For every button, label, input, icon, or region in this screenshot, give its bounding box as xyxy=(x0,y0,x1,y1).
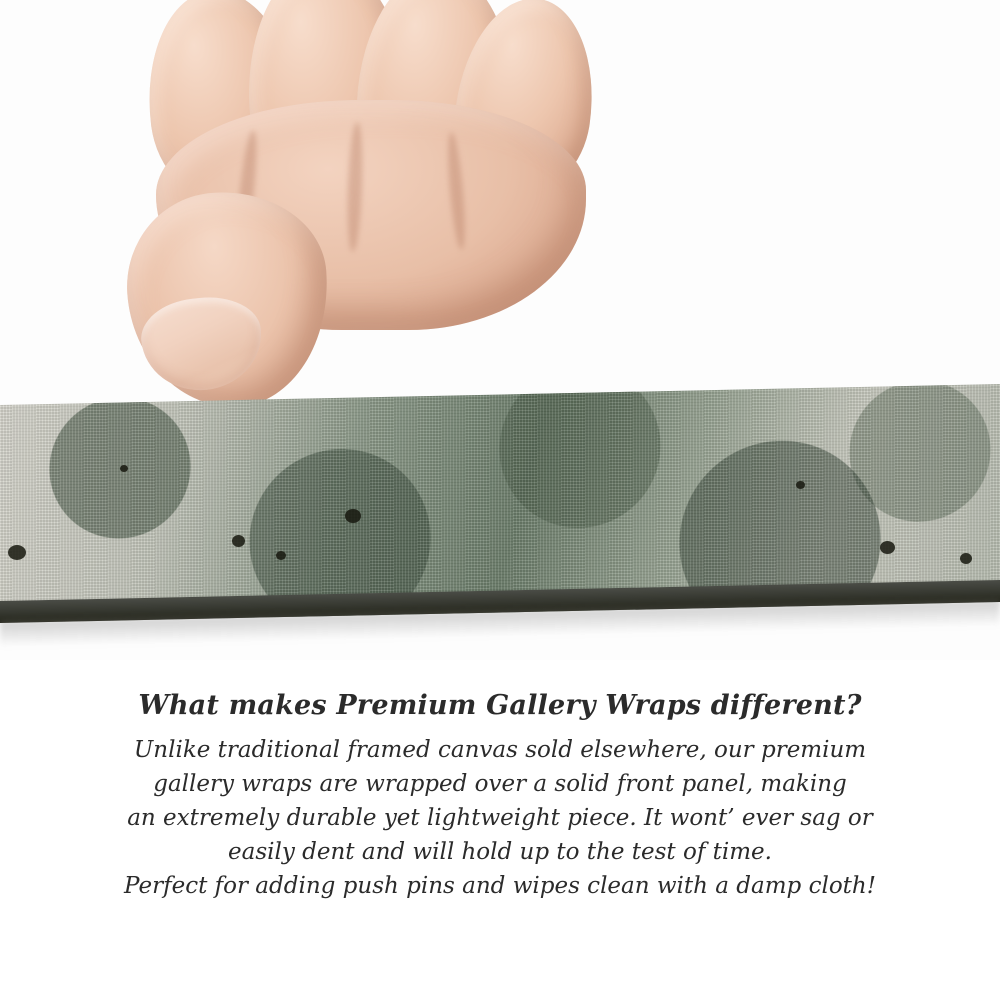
caption-line: Perfect for adding push pins and wipes clean with a damp cloth! xyxy=(124,873,876,900)
canvas-wrap-edge xyxy=(0,405,1000,660)
canvas-speck xyxy=(880,541,895,554)
caption-heading: What makes Premium Gallery Wraps different? xyxy=(138,690,862,721)
canvas-speck xyxy=(345,509,361,523)
caption-line: gallery wraps are wrapped over a solid front panel, making xyxy=(153,771,847,798)
canvas-speck xyxy=(8,545,26,560)
canvas-speck xyxy=(796,481,805,489)
canvas-speck xyxy=(120,465,128,472)
canvas-speck xyxy=(960,553,972,564)
caption-line: an extremely durable yet lightweight piece. It wont’ ever sag or xyxy=(127,805,873,832)
hand-illustration xyxy=(120,0,600,430)
canvas-speck xyxy=(232,535,245,547)
canvas-speck xyxy=(276,551,286,560)
caption-block xyxy=(0,690,1000,903)
caption-line: easily dent and will hold up to the test of time. xyxy=(228,839,772,866)
caption-line: Unlike traditional framed canvas sold elsewhere, our premium xyxy=(133,737,867,763)
